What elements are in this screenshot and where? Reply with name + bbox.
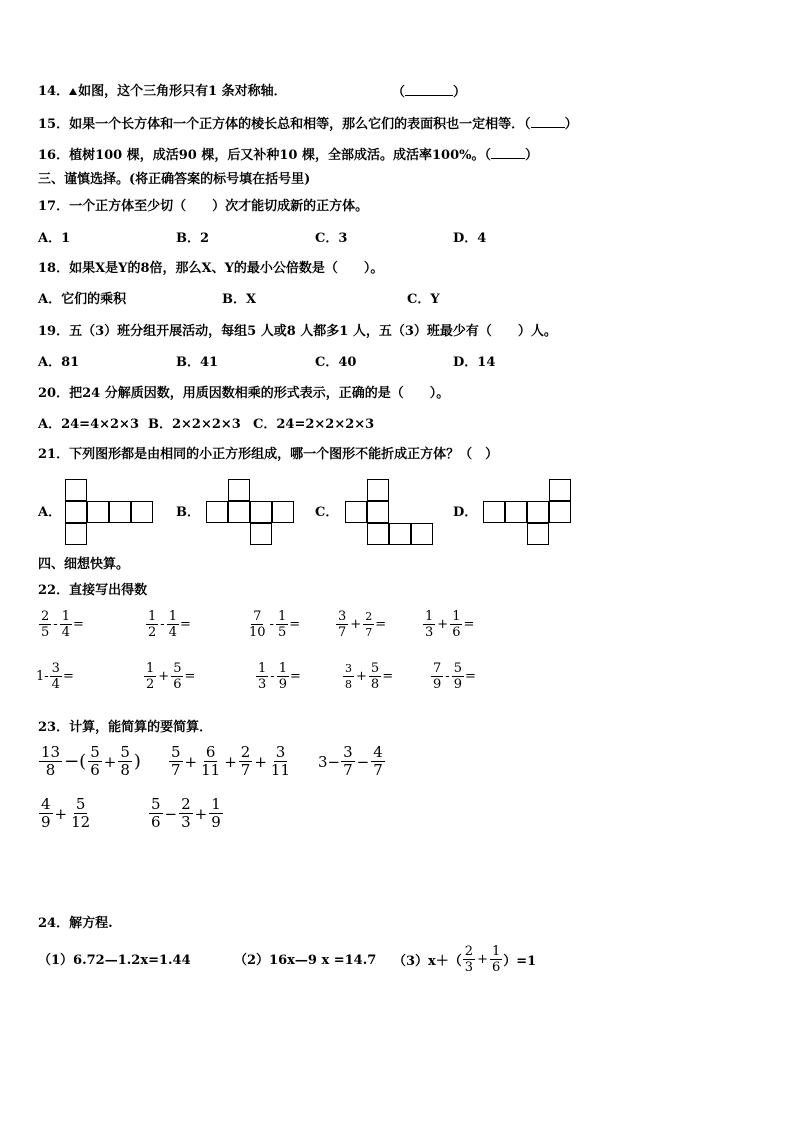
q20-option-b[interactable]: B．2×2×2×3 — [148, 417, 241, 432]
net-square — [367, 501, 389, 523]
q18-option-c[interactable]: C．Y — [407, 292, 440, 307]
fraction — [247, 609, 268, 640]
fraction — [118, 744, 132, 779]
numerator: 2 — [181, 795, 191, 813]
q22-item[interactable] — [422, 609, 474, 640]
denominator: 7 — [338, 625, 347, 640]
denominator: 6 — [173, 677, 182, 692]
denominator: 8 — [345, 678, 352, 691]
net-square — [228, 479, 250, 501]
numerator: 4 — [41, 795, 51, 813]
q18-option-a[interactable]: A．它们的乘积 — [38, 292, 127, 307]
q23-expression-4[interactable] — [38, 796, 93, 831]
fraction — [256, 661, 268, 692]
q21-label-d[interactable]: D． — [453, 505, 478, 520]
fraction — [88, 744, 102, 779]
denominator: 7 — [240, 761, 251, 779]
section-4-heading: 四、细想快算。 — [38, 557, 130, 572]
equals: = — [72, 617, 84, 632]
numerator: 1 — [491, 944, 501, 959]
net-square — [527, 501, 549, 523]
net-square — [272, 501, 294, 523]
denominator: 5 — [277, 625, 287, 640]
fraction — [199, 744, 222, 779]
q14-text: 如图，这个三角形只有1 条对称轴． — [78, 84, 287, 99]
net-square — [250, 523, 272, 545]
q17-text: 17．一个正方体至少切（ ）次才能切成新的正方体。 — [38, 199, 369, 214]
denominator: 7 — [343, 761, 353, 779]
q16-number: 16． — [38, 148, 70, 163]
q22-item[interactable] — [335, 609, 386, 640]
q21-label-c[interactable]: C． — [315, 505, 339, 520]
operator: − — [164, 804, 178, 823]
q21-label-a[interactable]: A． — [38, 505, 62, 520]
fraction — [371, 744, 385, 779]
operator: - — [269, 617, 274, 632]
denominator: 6 — [90, 761, 100, 779]
fraction — [450, 609, 462, 640]
net-square — [549, 479, 571, 501]
fraction — [369, 661, 381, 692]
numerator: 3 — [338, 609, 347, 624]
net-square — [549, 501, 571, 523]
numerator: 4 — [373, 743, 383, 761]
denominator: 9 — [211, 813, 221, 831]
fraction — [431, 661, 443, 692]
equals: = — [375, 617, 387, 632]
operator: + — [184, 752, 198, 771]
net-square — [228, 501, 250, 523]
denominator: 3 — [425, 625, 434, 640]
fraction — [146, 609, 158, 640]
denominator: 9 — [453, 677, 462, 692]
denominator: 8 — [120, 761, 130, 779]
cube-net-c[interactable] — [345, 479, 437, 546]
numerator: 7 — [433, 661, 442, 676]
net-square — [527, 523, 549, 545]
q18-option-b[interactable]: B．X — [222, 292, 257, 307]
fraction — [39, 796, 53, 831]
q16-line — [38, 147, 538, 164]
q19-option-d[interactable]: D．14 — [453, 355, 496, 370]
q23-expression-5[interactable] — [148, 796, 224, 831]
triangle-icon — [69, 88, 77, 95]
numerator: 13 — [41, 743, 61, 761]
numerator: 1 — [168, 609, 177, 624]
whole-number: 3− — [318, 752, 341, 771]
denominator: 2 — [148, 625, 157, 640]
q17-option-c[interactable]: C．3 — [315, 231, 348, 246]
numerator: 1 — [146, 661, 155, 676]
net-square — [345, 501, 367, 523]
operator: + — [158, 669, 170, 684]
cube-net-a[interactable] — [65, 479, 157, 546]
fraction — [209, 796, 223, 831]
denominator: 11 — [201, 761, 221, 779]
paren-right: ） — [564, 117, 578, 132]
equation-suffix: ）=1 — [503, 954, 537, 969]
q22-item[interactable] — [143, 661, 195, 692]
numerator: 5 — [453, 661, 462, 676]
q19-text: 19．五（3）班分组开展活动，每组5 人或8 人都多1 人，五（3）班最少有（ ）人。 — [38, 324, 557, 339]
fraction — [50, 661, 62, 692]
denominator: 6 — [151, 813, 161, 831]
q20-text: 20．把24 分解质因数，用质因数相乘的形式表示，正确的是（ ）。 — [38, 386, 450, 401]
q24-title: 24．解方程. — [38, 916, 113, 931]
operator: - — [445, 669, 450, 684]
numerator: 2 — [240, 743, 251, 761]
answer-blank[interactable] — [531, 116, 565, 128]
denominator: 9 — [41, 813, 51, 831]
net-square — [65, 501, 87, 523]
q24-equation-2[interactable]: （2）16x—9 x =14.7 — [234, 953, 377, 968]
q17-option-b[interactable]: B．2 — [176, 231, 210, 246]
net-square — [87, 501, 109, 523]
numerator: 5 — [171, 743, 181, 761]
cube-net-d[interactable] — [483, 479, 575, 546]
q23-title: 23．计算，能简算的要简算． — [38, 720, 213, 735]
denominator: 12 — [71, 813, 91, 831]
q15-number: 15． — [38, 117, 70, 132]
fraction — [69, 796, 92, 831]
numerator: 1 — [148, 609, 157, 624]
equals: = — [289, 669, 301, 684]
q17-option-a[interactable]: A．1 — [38, 231, 71, 246]
q23-expression-2[interactable] — [168, 744, 293, 779]
net-square — [250, 501, 272, 523]
numerator: 5 — [120, 743, 130, 761]
answer-blank[interactable] — [405, 84, 453, 96]
denominator: 3 — [464, 960, 474, 975]
denominator: 8 — [45, 761, 56, 779]
q22-item[interactable] — [246, 609, 300, 640]
denominator: 3 — [181, 813, 191, 831]
equals: = — [464, 669, 476, 684]
numerator: 3 — [275, 743, 286, 761]
fraction — [149, 796, 163, 831]
operator: + — [254, 752, 267, 771]
equals: = — [62, 669, 74, 684]
fraction — [490, 944, 502, 975]
numerator: 5 — [75, 795, 86, 813]
net-square — [483, 501, 505, 523]
equals: = — [184, 669, 196, 684]
numerator: 1 — [211, 795, 221, 813]
fraction — [144, 661, 156, 692]
fraction — [363, 609, 374, 640]
q24-equation-3[interactable] — [393, 944, 536, 975]
fraction — [269, 744, 292, 779]
paren-left: （ — [392, 85, 406, 100]
fraction — [336, 609, 348, 640]
q15-text: 如果一个长方体和一个正方体的棱长总和相等，那么它们的表面积也一定相等．（ — [69, 117, 531, 132]
net-square — [206, 501, 228, 523]
denominator: 4 — [168, 625, 177, 640]
answer-blank[interactable] — [491, 147, 525, 159]
numerator: 1 — [61, 609, 70, 624]
net-square — [389, 523, 411, 545]
q22-item[interactable] — [255, 661, 301, 692]
q15-line — [38, 116, 578, 133]
operator: + — [477, 952, 488, 967]
q23-expression-3[interactable] — [318, 744, 386, 779]
operator: + — [194, 804, 208, 823]
equals: = — [463, 617, 475, 632]
q22-item[interactable] — [38, 609, 84, 640]
q14-number: 14． — [38, 84, 70, 99]
denominator: 5 — [41, 625, 50, 640]
denominator: 8 — [370, 677, 380, 692]
equation-prefix: （3）x＋（ — [393, 954, 462, 969]
denominator: 11 — [270, 761, 291, 779]
operator: + — [350, 617, 362, 632]
net-square — [411, 523, 433, 545]
fraction — [452, 661, 464, 692]
denominator: 6 — [491, 960, 501, 975]
fraction — [167, 609, 179, 640]
q19-option-b[interactable]: B．41 — [176, 355, 219, 370]
q18-text: 18．如果X是Y的8倍，那么X、Y的最小公倍数是（ ）。 — [38, 261, 384, 276]
net-square — [65, 479, 87, 501]
net-square — [505, 501, 527, 523]
numerator: 7 — [253, 609, 262, 624]
paren-right: ） — [453, 85, 467, 100]
net-square — [367, 479, 389, 501]
numerator: 3 — [51, 661, 60, 676]
numerator: 1 — [452, 609, 461, 624]
denominator: 9 — [278, 677, 287, 692]
q22-item[interactable] — [145, 609, 191, 640]
q17-option-d[interactable]: D．4 — [453, 231, 487, 246]
denominator: 4 — [61, 625, 70, 640]
operator: + — [54, 804, 68, 823]
operator: ) — [133, 751, 141, 772]
operator: + — [356, 669, 367, 684]
denominator: 4 — [51, 677, 60, 692]
cube-net-b[interactable] — [206, 479, 298, 546]
fraction — [239, 744, 253, 779]
numerator: 5 — [173, 661, 182, 676]
q22-item[interactable] — [342, 661, 393, 692]
whole-number: 1- — [36, 669, 49, 684]
operator: − — [356, 752, 370, 771]
numerator: 2 — [464, 944, 474, 959]
q24-equation-1[interactable]: （1）6.72—1.2x=1.44 — [38, 953, 191, 968]
q14-line — [38, 84, 287, 100]
operator: −( — [64, 751, 87, 772]
numerator: 1 — [277, 609, 287, 624]
section-3-heading: 三、谨慎选择。(将正确答案的标号填在括号里) — [38, 172, 311, 187]
fraction — [60, 609, 72, 640]
numerator: 1 — [278, 661, 287, 676]
q23-expression-1[interactable] — [38, 744, 142, 779]
numerator: 2 — [41, 609, 50, 624]
numerator: 3 — [345, 662, 352, 675]
denominator: 6 — [452, 625, 461, 640]
q22-title: 22．直接写出得数 — [38, 583, 148, 598]
fraction — [39, 609, 51, 640]
equals: = — [289, 617, 301, 632]
net-square — [109, 501, 131, 523]
fraction — [179, 796, 193, 831]
operator: - — [53, 617, 58, 632]
q22-item[interactable] — [430, 661, 476, 692]
numerator: 3 — [343, 743, 353, 761]
q16-text: 植树100 棵，成活90 棵，后又补种10 棵，全部成活。成活率100%。（ — [69, 148, 491, 163]
operator: + — [224, 752, 237, 771]
q21-label-b[interactable]: B． — [176, 505, 200, 520]
numerator: 6 — [205, 743, 216, 761]
denominator: 7 — [373, 761, 383, 779]
q20-option-a[interactable]: A．24=4×2×3 — [38, 417, 139, 432]
fraction — [423, 609, 435, 640]
q14-answer-paren[interactable] — [392, 84, 466, 101]
equals: = — [179, 617, 191, 632]
fraction — [343, 661, 354, 692]
net-square — [367, 523, 389, 545]
q22-item[interactable] — [36, 661, 74, 692]
fraction — [171, 661, 183, 692]
paren-right: ） — [524, 148, 538, 163]
denominator: 3 — [258, 677, 267, 692]
q20-option-c[interactable]: C．24=2×2×2×3 — [253, 417, 375, 432]
numerator: 5 — [370, 661, 380, 676]
fraction — [277, 661, 289, 692]
fraction — [169, 744, 183, 779]
fraction — [463, 944, 475, 975]
net-square — [131, 501, 153, 523]
numerator: 5 — [90, 743, 100, 761]
equals: = — [382, 669, 394, 684]
denominator: 7 — [171, 761, 181, 779]
denominator: 2 — [146, 677, 155, 692]
q19-option-c[interactable]: C．40 — [315, 355, 357, 370]
numerator: 1 — [425, 609, 434, 624]
denominator: 7 — [365, 626, 373, 639]
fraction — [39, 744, 62, 779]
operator: - — [160, 617, 165, 632]
operator: + — [437, 617, 449, 632]
q19-option-a[interactable]: A．81 — [38, 355, 80, 370]
numerator: 5 — [151, 795, 161, 813]
operator: - — [270, 669, 275, 684]
fraction — [341, 744, 355, 779]
denominator: 9 — [433, 677, 442, 692]
numerator: 1 — [258, 661, 267, 676]
fraction — [276, 609, 288, 640]
operator: + — [103, 752, 117, 771]
numerator: 2 — [365, 610, 373, 623]
denominator: 10 — [249, 625, 266, 640]
net-square — [65, 523, 87, 545]
q21-text: 21．下列图形都是由相同的小正方形组成，哪一个图形不能折成正方体？（ ） — [38, 447, 499, 462]
